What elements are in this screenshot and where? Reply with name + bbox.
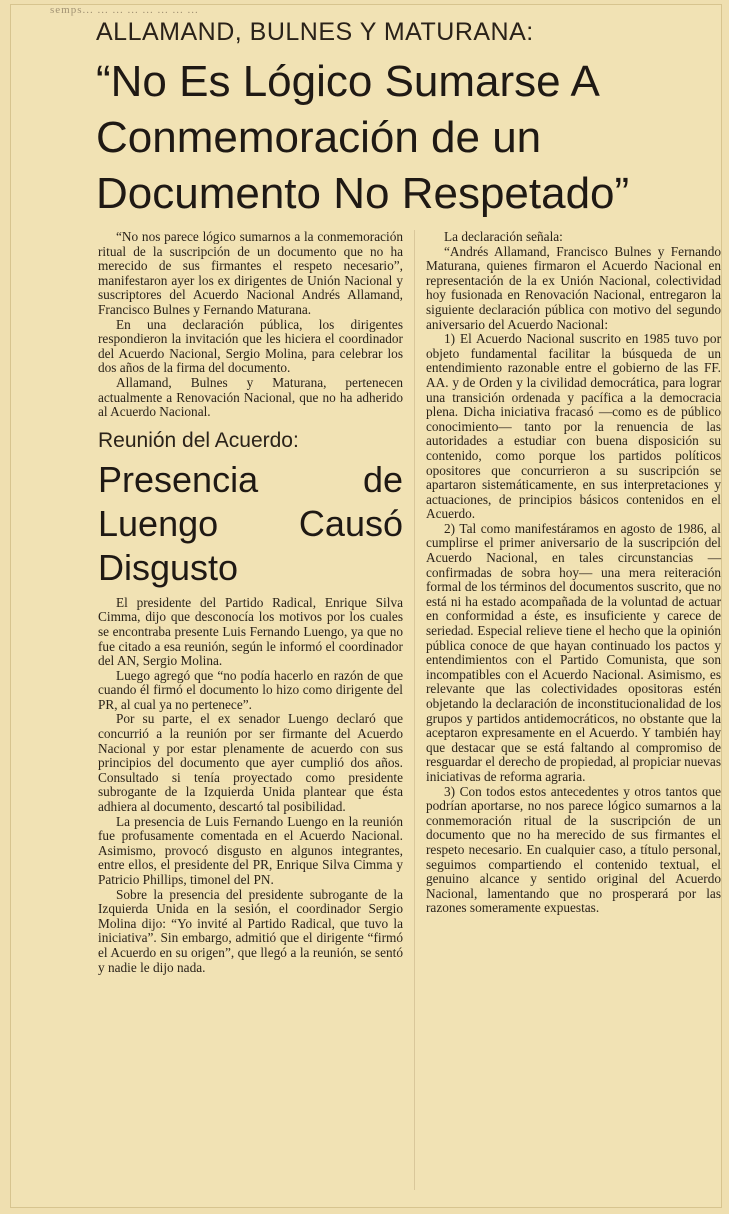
- body-paragraph: La presencia de Luis Fernando Luengo en la reunión fue profusamente comentada en el Acuerdo Nacional. Asimismo, provocó disgusto en algunos integrantes, entre ellos, el presidente del PR, Enrique Silva Cimma y Patricio Phillips, timonel del PN.: [98, 813, 403, 887]
- second-story-headline: Presencia de Luengo Causó Disgusto: [98, 458, 403, 588]
- body-paragraph: Luego agregó que “no podía hacerlo en razón de que cuando él firmó el documento lo hizo como dirigente del PR, al cual ya no pertenece”.: [98, 667, 403, 712]
- newspaper-clipping: [10, 4, 722, 1208]
- body-paragraph: Por su parte, el ex senador Luengo declaró que concurrió a la reunión por ser firmante del Acuerdo Nacional y por estar plenamente de acuerdo con sus principios del documento que ayer cumplió dos años. Consultado si tenía proyectado como presidente subrogante de la Izquierda Unida plantear que ésta adhiera al documento, descartó tal posibilidad.: [98, 711, 403, 815]
- right-column: [426, 230, 721, 916]
- article-headline: “No Es Lógico Sumarse A Conmemoración de un Documento No Respetado”: [96, 57, 630, 218]
- body-paragraph: En una declaración pública, los dirigentes respondieron la invitación que les hiciera el coordinador del Acuerdo Nacional, Sergio Molina, para celebrar los dos años de la firma del documento.: [98, 316, 403, 376]
- body-paragraph: Sobre la presencia del presidente subrogante de la Izquierda Unida en la sesión, el coordinador Sergio Molina dijo: “Yo invité al Partido Radical, que tuvo la iniciativa”. Sin embargo, admitió que el dirigente “firmó el Acuerdo en su origen”, que llegó a la reunión, se sentó y nadie le dijo nada.: [98, 886, 403, 975]
- declaration-intro: La declaración señala:: [444, 229, 563, 244]
- body-paragraph: 1) El Acuerdo Nacional suscrito en 1985 tuvo por objeto fundamental facilitar la búsqueda de un entendimiento razonable entre el gobierno de las FF. AA. y de Orden y la civilidad democrática, para lograr una transición ordenada y pacífica a la democracia plena. Dicha iniciativa fracasó —como es de público conocimiento— tanto por la renuencia de las autoridades a estudiar con buena disposición su contenido, como porque los partidos políticos opositores que concurrieron a su suscripción se apartaron sistemáticamente, en sus interpretaciones y actuaciones, de principios básicos contenidos en el Acuerdo.: [426, 331, 721, 522]
- body-paragraph: 2) Tal como manifestáramos en agosto de 1986, al cumplirse el primer aniversario de la suscripción del Acuerdo Nacional, en tales circunstancias —confirmadas de sobra hoy— una mera reiteración formal de los términos del documentos suscrito, que no está ni ha estado acompañada de la voluntad de actuar en conformidad a éste, es insuficiente y carece de seriedad. Especial relieve tiene el hecho que la opinión pública conoce de que hayan continuado los pactos y entendimientos con el Partido Comunista, que son incompatibles con el Acuerdo Nacional. Asimismo, es relevante que las colectividades opositoras estén objetando la declaración de inconstitucionalidad de los grupos y partidos antidemocráticos, no obstante que la aceptaron expresamente en el Acuerdo. Y también hay que destacar que se está faltando al compromiso de resguardar el derecho de propiedad, al propiciar nuevas iniciativas de reforma agraria.: [426, 520, 721, 784]
- body-paragraph: Allamand, Bulnes y Maturana, pertenecen actualmente a Renovación Nacional, que no ha adherido al Acuerdo Nacional.: [98, 374, 403, 420]
- body-paragraph: “Andrés Allamand, Francisco Bulnes y Fernando Maturana, quienes firmaron el Acuerdo Nacional en representación de la ex Unión Nacional, colectividad hoy fusionada en Renovación Nacional, entregaron la siguiente declaración pública con motivo del segundo aniversario del Acuerdo Nacional:: [426, 243, 721, 332]
- body-paragraph: “No nos parece lógico sumarnos a la conmemoración ritual de la suscripción de un documento que no ha merecido de sus firmantes el respeto necesario”, manifestaron ayer los ex dirigentes de Unión Nacional y suscriptores del Acuerdo Nacional Andrés Allamand, Francisco Bulnes y Fernando Maturana.: [98, 229, 403, 317]
- article-kicker: ALLAMAND, BULNES Y MATURANA:: [96, 18, 534, 46]
- left-column: [98, 230, 403, 975]
- second-story-kicker: Reunión del Acuerdo:: [98, 428, 299, 452]
- body-paragraph: 3) Con todos estos antecedentes y otros tantos que podrían aportarse, no nos parece lógico sumarnos a la conmemoración ritual de la suscripción de un documento que no ha merecido de sus firmantes el respeto necesario. En cualquier caso, a título personal, seguimos compartiendo el contenido textual, el genuino alcance y sentido original del Acuerdo Nacional, lamentando que no prosperará por las razones someramente expuestas.: [426, 783, 721, 916]
- body-paragraph: El presidente del Partido Radical, Enrique Silva Cimma, dijo que desconocía los motivos por los cuales se encontraba presente Luis Fernando Luengo, ya que no fue citado a esa reunión, según le informó el coordinador del AN, Sergio Molina.: [98, 594, 403, 669]
- column-divider: [414, 230, 415, 1190]
- previous-article-fragment: semps... ... ... ... ... ... ... ...: [50, 4, 199, 16]
